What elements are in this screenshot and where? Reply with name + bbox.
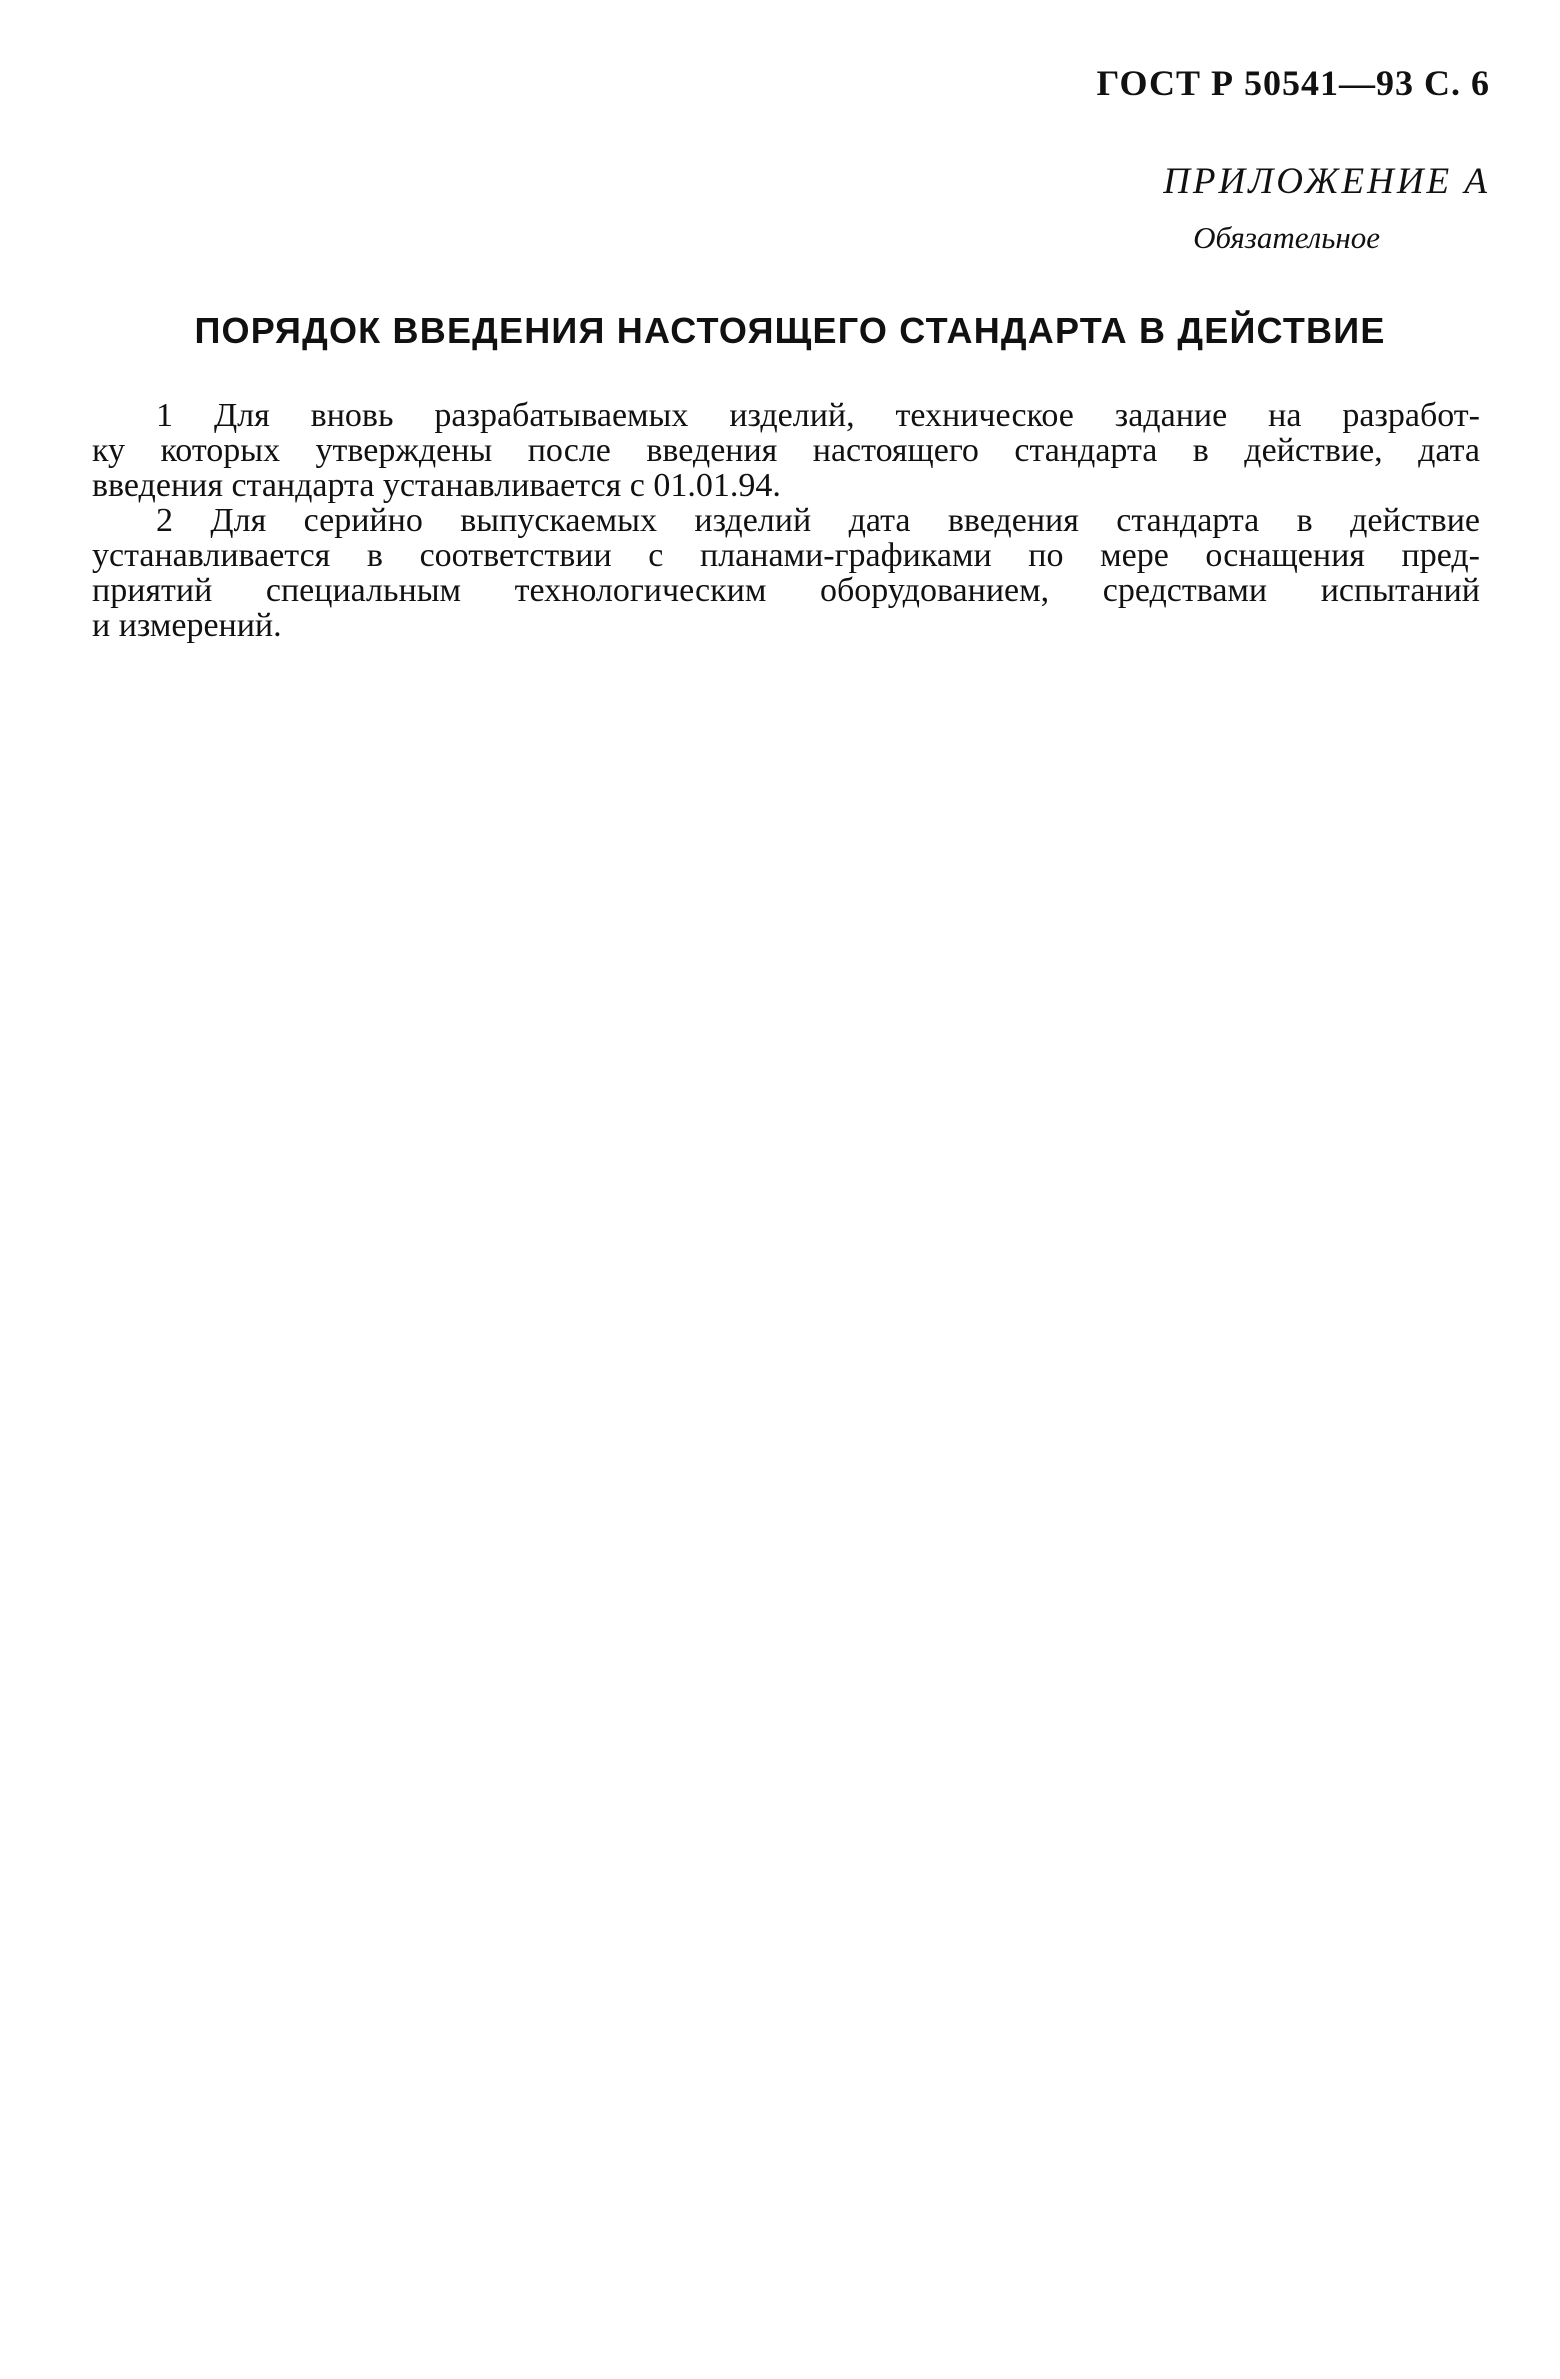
paragraph-1 bbox=[92, 398, 1480, 503]
paragraph-line: 2 Для серийно выпускаемых изделий дата введения стандарта в действие bbox=[156, 502, 1480, 539]
paragraph-line: приятий специальным технологическим оборудованием, средствами испытаний bbox=[92, 572, 1480, 609]
paragraph-line: ку которых утверждены после введения настоящего стандарта в действие, дата bbox=[92, 432, 1480, 469]
paragraph-line: устанавливается в соответствии с планами-графиками по мере оснащения пред- bbox=[92, 537, 1480, 574]
document-reference: ГОСТ Р 50541—93 С. 6 bbox=[1096, 63, 1490, 103]
section-title: ПОРЯДОК ВВЕДЕНИЯ НАСТОЯЩЕГО СТАНДАРТА В ДЕЙСТВИЕ bbox=[194, 310, 1386, 351]
paragraph-2 bbox=[92, 503, 1480, 643]
appendix-label: ПРИЛОЖЕНИЕ А bbox=[1163, 161, 1490, 202]
paragraph-line: и измерений. bbox=[92, 607, 282, 644]
appendix-status: Обязательное bbox=[1193, 220, 1380, 255]
paragraph-line: 1 Для вновь разрабатываемых изделий, техническое задание на разработ- bbox=[156, 397, 1480, 434]
paragraph-line: введения стандарта устанавливается с 01.01.94. bbox=[92, 467, 781, 504]
body-text bbox=[92, 398, 1480, 643]
